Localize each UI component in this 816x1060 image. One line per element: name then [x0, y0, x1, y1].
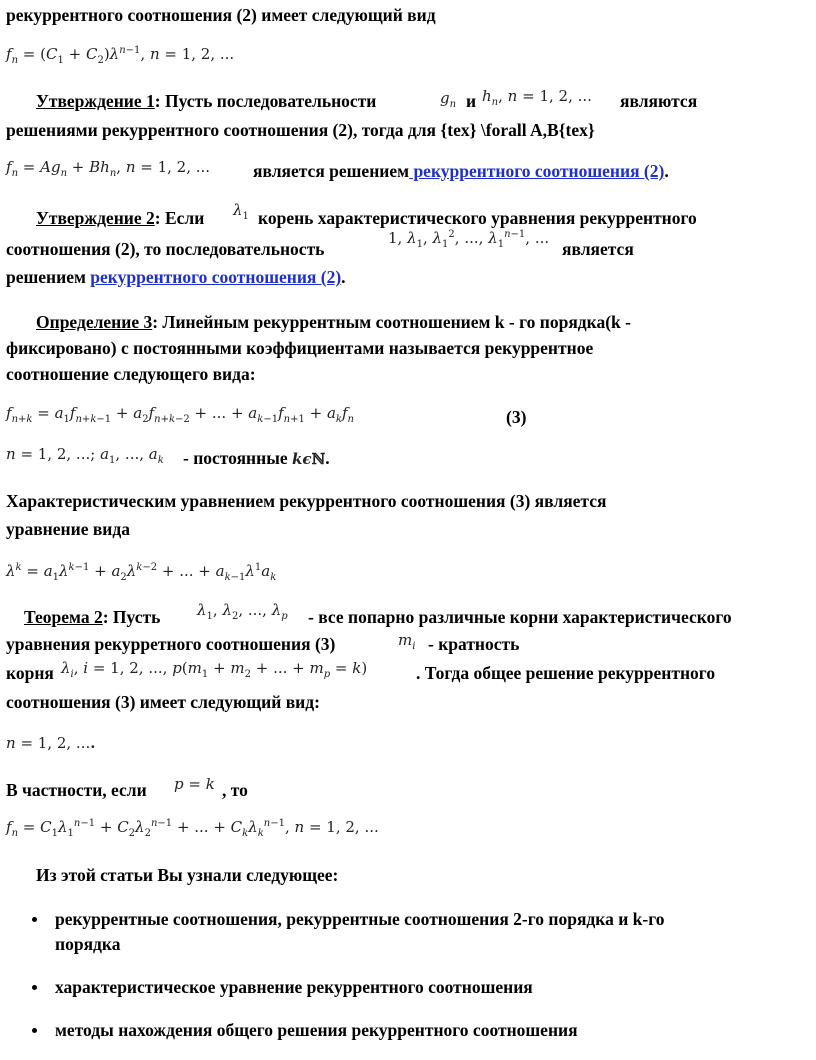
formula-lambda-sequence: 1, $\lambda_1$, $\lambda_1^2$, ..., $\lambda_1^{n-1}$, ... [388, 229, 550, 250]
formula-lambda-roots: $\lambda_1$, $\lambda_2$, ..., $\lambda_p$ [197, 601, 288, 622]
definition-3-label: Определение 3 [36, 312, 153, 332]
theorem-2-line1a: Теорема 2: Пусть [24, 607, 161, 627]
text-and: и [466, 91, 477, 111]
formula-multiplicity: $m_i$ [398, 631, 416, 652]
characteristic-line2: уравнение вида [6, 519, 130, 539]
bullet-icon [32, 985, 37, 990]
text-line: рекуррентного соотношения (2) имеет следующий вид [6, 5, 436, 25]
characteristic-line1: Характеристическим уравнением рекуррентного соотношения (3) является [6, 491, 607, 511]
statement-2-line1b: корень характеристического уравнения рекуррентного [258, 208, 697, 228]
statement-1-label: Утверждение 1 [36, 91, 155, 111]
statement-1-line3: является решением рекуррентного соотношения (2). [253, 161, 669, 181]
summary-title: Из этой статьи Вы узнали следующее: [36, 865, 339, 885]
definition-3-line2: фиксировано) с постоянными коэффициентами называется рекуррентное [6, 338, 594, 358]
list-item: характеристическое уравнение рекуррентного соотношения [55, 977, 533, 997]
list-item: методы нахождения общего решения рекуррентного соотношения [55, 1020, 578, 1040]
formula-fn-general: $f_n = (C_1 + C_2)\lambda^{n-1}$, n = 1, 2, ... [6, 45, 235, 66]
recurrence-relation-link[interactable]: рекуррентного соотношения (2) [409, 161, 665, 181]
statement-2-line2b: является [562, 239, 634, 259]
theorem-2-line3b: . Тогда общее решение рекуррентного [416, 663, 716, 683]
bullet-icon [32, 917, 37, 922]
statement-2-line2: соотношения (2), то последовательность [6, 239, 325, 259]
theorem-2-line3: корня [6, 663, 54, 683]
recurrence-relation-link-2[interactable]: рекуррентного соотношения (2) [90, 267, 342, 287]
list-item: рекуррентные соотношения, рекуррентные соотношения 2-го порядка и k-го [55, 909, 665, 929]
definition-3-constants: - постоянные kϵℕ. [183, 448, 330, 468]
statement-1-line2: решениями рекуррентного соотношения (2), тогда для {tex} \forall A,B{tex} [6, 120, 595, 140]
theorem-2-label: Теорема 2 [24, 607, 103, 627]
statement-2-line3: решением рекуррентного соотношения (2). [6, 267, 346, 287]
statement-2-line1a: Утверждение 2: Если [36, 208, 205, 228]
partial-line-b: , то [222, 780, 248, 800]
formula-fn-distinct-roots: $f_n = C_1\lambda_1^{n-1} + C_2\lambda_2^{n-1}$ + ... + $C_k\lambda_k^{n-1}$, n = 1, 2, ... [6, 818, 379, 839]
formula-fn-combination: $f_n = Ag_n + Bh_n$, n = 1, 2, ... [6, 158, 211, 179]
formula-root-index: $\lambda_i$, i = 1, 2, ..., $p(m_1 + m_2$ + ... + $m_p = k$) [61, 659, 368, 680]
definition-3-line3: соотношение следующего вида: [6, 364, 256, 384]
theorem-2-line4: соотношения (3) имеет следующий вид: [6, 692, 320, 712]
list-item-continuation: порядка [55, 934, 121, 954]
equation-number: (3) [506, 407, 527, 427]
statement-2-label: Утверждение 2 [36, 208, 155, 228]
formula-characteristic-equation: $\lambda^k = a_1\lambda^{k-1} + a_2\lambda^{k-2}$ + ... + $a_{k-1}\lambda^1a_k$ [6, 562, 277, 583]
formula-n-range-coefficients: n = 1, 2, ...; $a_1$, ..., $a_k$ [6, 445, 164, 466]
text-are: являются [620, 91, 698, 111]
formula-hn: $h_n$, n = 1, 2, ... [482, 87, 592, 108]
formula-n-range: n = 1, 2, .... [6, 734, 96, 752]
statement-1-line1: Утверждение 1: Пусть последовательности [36, 91, 377, 111]
theorem-2-line2b: - кратность [428, 634, 520, 654]
formula-lambda1: $\lambda_1$ [233, 201, 249, 222]
formula-gn: $g_n$ [440, 89, 457, 110]
formula-k-in-n: kϵℕ [292, 450, 326, 468]
bullet-icon [32, 1028, 37, 1033]
definition-3-line1: Определение 3: Линейным рекуррентным соотношением k - го порядка(k - [36, 312, 631, 332]
formula-p-equals-k: p = k [174, 775, 215, 793]
theorem-2-line2: уравнения рекурретного соотношения (3) [6, 634, 336, 654]
formula-linear-recurrence: $f_{n+k} = a_1f_{n+k-1} + a_2f_{n+k-2}$ + ... + $a_{k-1}f_{n+1} + a_kf_n$ [6, 404, 354, 425]
theorem-2-line1b: - все попарно различные корни характеристического [308, 607, 732, 627]
partial-line-a: В частности, если [6, 780, 147, 800]
